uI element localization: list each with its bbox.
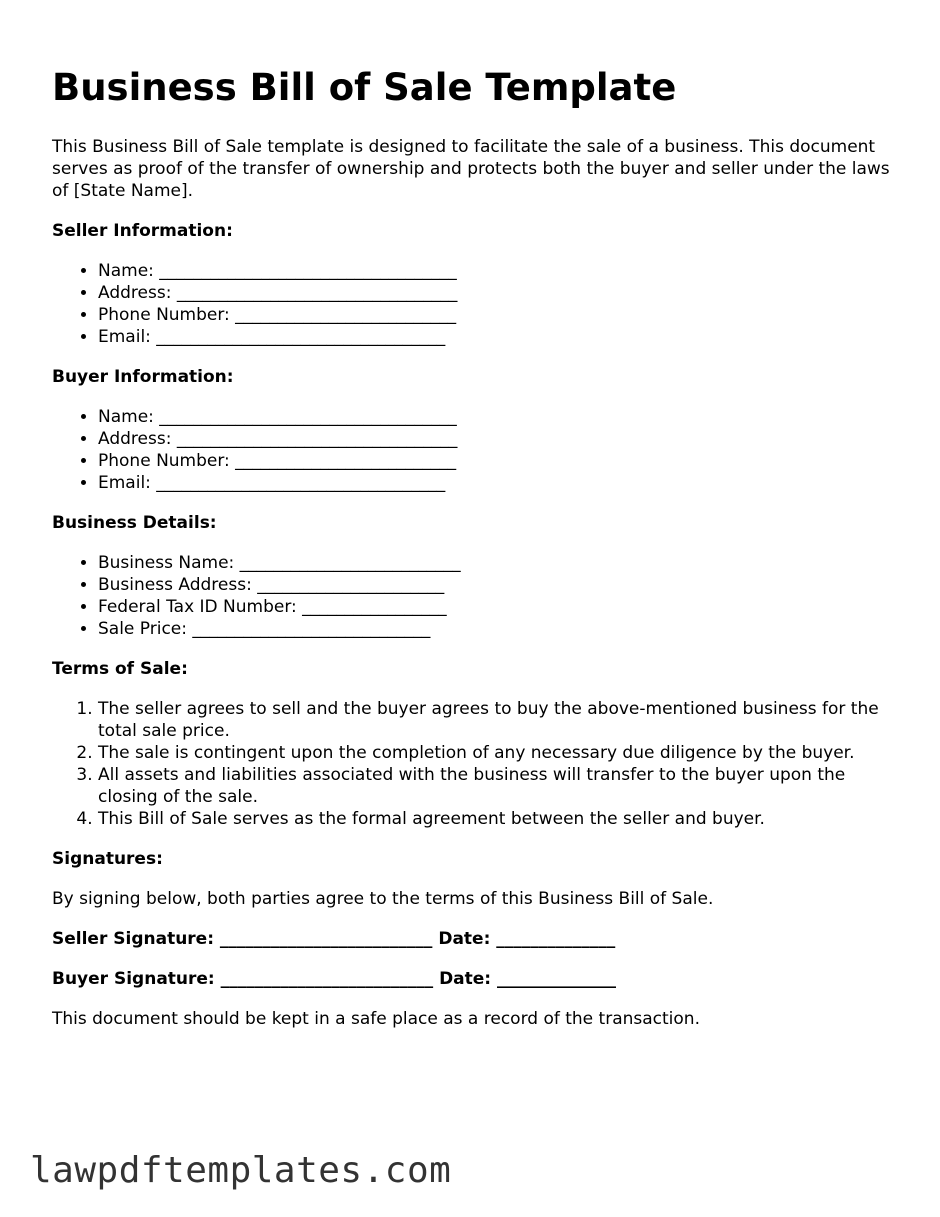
signatures-heading: Signatures: <box>52 849 163 869</box>
page-title: Business Bill of Sale Template <box>52 66 677 109</box>
seller-heading: Seller Information: <box>52 221 233 241</box>
seller-signature-line: Seller Signature: _________________________ Date: ______________ <box>52 929 616 949</box>
seller-name-field: • Name: ___________________________________ <box>98 260 892 282</box>
business-heading: Business Details: <box>52 513 217 533</box>
seller-phone-field: • Phone Number: __________________________ <box>98 304 892 326</box>
buyer-email-field: • Email: __________________________________ <box>98 472 892 494</box>
term-item: 1. The seller agrees to sell and the buyer agrees to buy the above-mentioned business for the total sale price. <box>98 698 892 742</box>
buyer-heading: Buyer Information: <box>52 367 234 387</box>
business-name-field: • Business Name: __________________________ <box>98 552 892 574</box>
document-page <box>52 62 892 1048</box>
buyer-list <box>52 406 892 494</box>
seller-email-field: • Email: __________________________________ <box>98 326 892 348</box>
term-item: 2. The sale is contingent upon the completion of any necessary due diligence by the buyer. <box>98 742 892 764</box>
signature-statement: By signing below, both parties agree to the terms of this Business Bill of Sale. <box>52 889 714 909</box>
intro-paragraph: This Business Bill of Sale template is designed to facilitate the sale of a business. This document serves as proof of the transfer of ownership and protects both the buyer and seller under the laws of [State Name]. <box>52 137 890 201</box>
seller-list <box>52 260 892 348</box>
buyer-signature-line: Buyer Signature: _________________________ Date: ______________ <box>52 969 617 989</box>
buyer-phone-field: • Phone Number: __________________________ <box>98 450 892 472</box>
tax-id-field: • Federal Tax ID Number: _________________ <box>98 596 892 618</box>
term-item: 4. This Bill of Sale serves as the formal agreement between the seller and buyer. <box>98 808 892 830</box>
buyer-address-field: • Address: _________________________________ <box>98 428 892 450</box>
closing-note: This document should be kept in a safe place as a record of the transaction. <box>52 1009 700 1029</box>
seller-address-field: • Address: _________________________________ <box>98 282 892 304</box>
term-item: 3. All assets and liabilities associated with the business will transfer to the buyer upon the closing of the sale. <box>98 764 892 808</box>
buyer-name-field: • Name: ___________________________________ <box>98 406 892 428</box>
business-list <box>52 552 892 640</box>
terms-heading: Terms of Sale: <box>52 659 188 679</box>
watermark: lawpdftemplates.com <box>30 1150 452 1191</box>
terms-list <box>52 698 892 830</box>
sale-price-field: • Sale Price: ____________________________ <box>98 618 892 640</box>
business-address-field: • Business Address: ______________________ <box>98 574 892 596</box>
